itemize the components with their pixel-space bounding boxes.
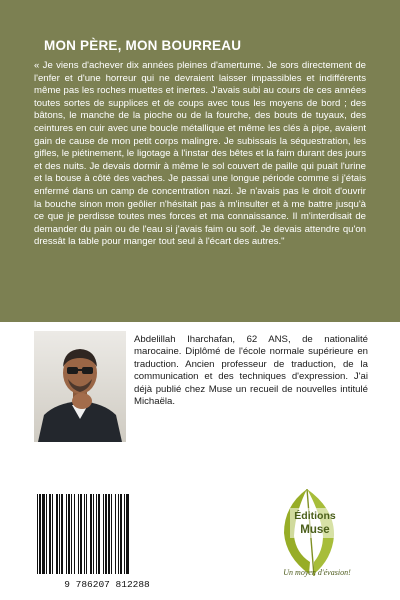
author-bio: Abdelillah Iharchafan, 62 ANS, de nationalité marocaine. Diplômé de l'école normale supérieure en traduction. Ancien professeur de traduction, de la communication et des techniques d'expression. J'ai déjà publié chez Muse un recueil de nouvelles intitulé Michaëla. xyxy=(134,334,368,408)
publisher-name-line1: Éditions xyxy=(294,510,336,522)
barcode-icon xyxy=(32,488,182,590)
barcode-bar xyxy=(98,494,100,574)
book-title: MON PÈRE, MON BOURREAU xyxy=(44,38,242,53)
barcode-bar xyxy=(108,494,110,574)
barcode-bar xyxy=(103,494,104,574)
barcode-bar xyxy=(42,494,45,574)
barcode-bar xyxy=(118,494,119,574)
barcode-bar xyxy=(86,494,87,574)
publisher-name-line2: Muse xyxy=(300,524,330,536)
barcode-bar xyxy=(115,494,116,574)
barcode-bar xyxy=(56,494,58,574)
barcode-bar xyxy=(61,494,63,574)
feather-logo-icon xyxy=(262,478,366,582)
barcode-bar xyxy=(93,494,94,574)
author-photo xyxy=(34,331,126,442)
author-portrait-icon xyxy=(34,331,126,442)
isbn-barcode xyxy=(32,488,182,590)
barcode-bar xyxy=(96,494,97,574)
book-blurb: « Je viens d'achever dix années pleines d'amertume. Je sors directement de l'enfer et d'une horreur qui ne devraient laisser impassibles et indifférents même pas les roches muettes et inertes. J'avais subi au cours de ces années toutes sortes de supplices et de coups avec tous les moyens de bord ; des bâtons, le manche de la pioche ou de la fourche, des bouts de tuyaux, des ceintures en cuir avec une boucle métallique et même les clés à pipe, avaient gain de cause de mon petit corps malingre. Je subissais la séquestration, les gifles, le piétinement, le ligotage à l'instar des bêtes et la faim durant des jours et des nuits. Je devais dormir à même le sol couvert de paille qui puait l'urine et la bouse à côté des vaches. Je passai une longue période comme si j'étais enfermé dans un camp de concentration nazi. Je n'avais pas le droit d'ouvrir la bouche sinon mon geôlier n'hésitait pas à m'insulter et à me battre jusqu'à ce que je perdisse toutes mes forces et ma connaissance. Il m'interdisait de demander du pain ou de l'eau si j'avais faim ou soif. Je devais attendre qu'on dressât la table pour manger tout seul à l'écart des autres." xyxy=(34,60,366,248)
barcode-bar xyxy=(84,494,85,574)
barcode-bar xyxy=(80,494,82,574)
isbn-digits: 9 786207 812288 xyxy=(64,579,150,590)
barcode-bar xyxy=(105,494,107,574)
barcode-bar xyxy=(68,494,70,574)
barcode-bar xyxy=(59,494,60,574)
barcode-bar xyxy=(120,494,122,574)
barcode-bar xyxy=(52,494,53,574)
barcode-bar xyxy=(39,494,41,574)
barcode-bar xyxy=(74,494,75,574)
barcode-bar xyxy=(78,494,79,574)
publisher-tagline: Un moyen d'évasion! xyxy=(283,568,351,577)
barcode-bar xyxy=(46,494,47,574)
barcode-bar xyxy=(126,494,129,574)
barcode-bar xyxy=(37,494,38,574)
barcode-bar xyxy=(71,494,72,574)
barcode-bar xyxy=(111,494,112,574)
barcode-bar xyxy=(124,494,125,574)
barcode-bar xyxy=(66,494,67,574)
barcode-bar xyxy=(90,494,92,574)
publisher-logo xyxy=(262,478,366,582)
barcode-bar xyxy=(49,494,51,574)
